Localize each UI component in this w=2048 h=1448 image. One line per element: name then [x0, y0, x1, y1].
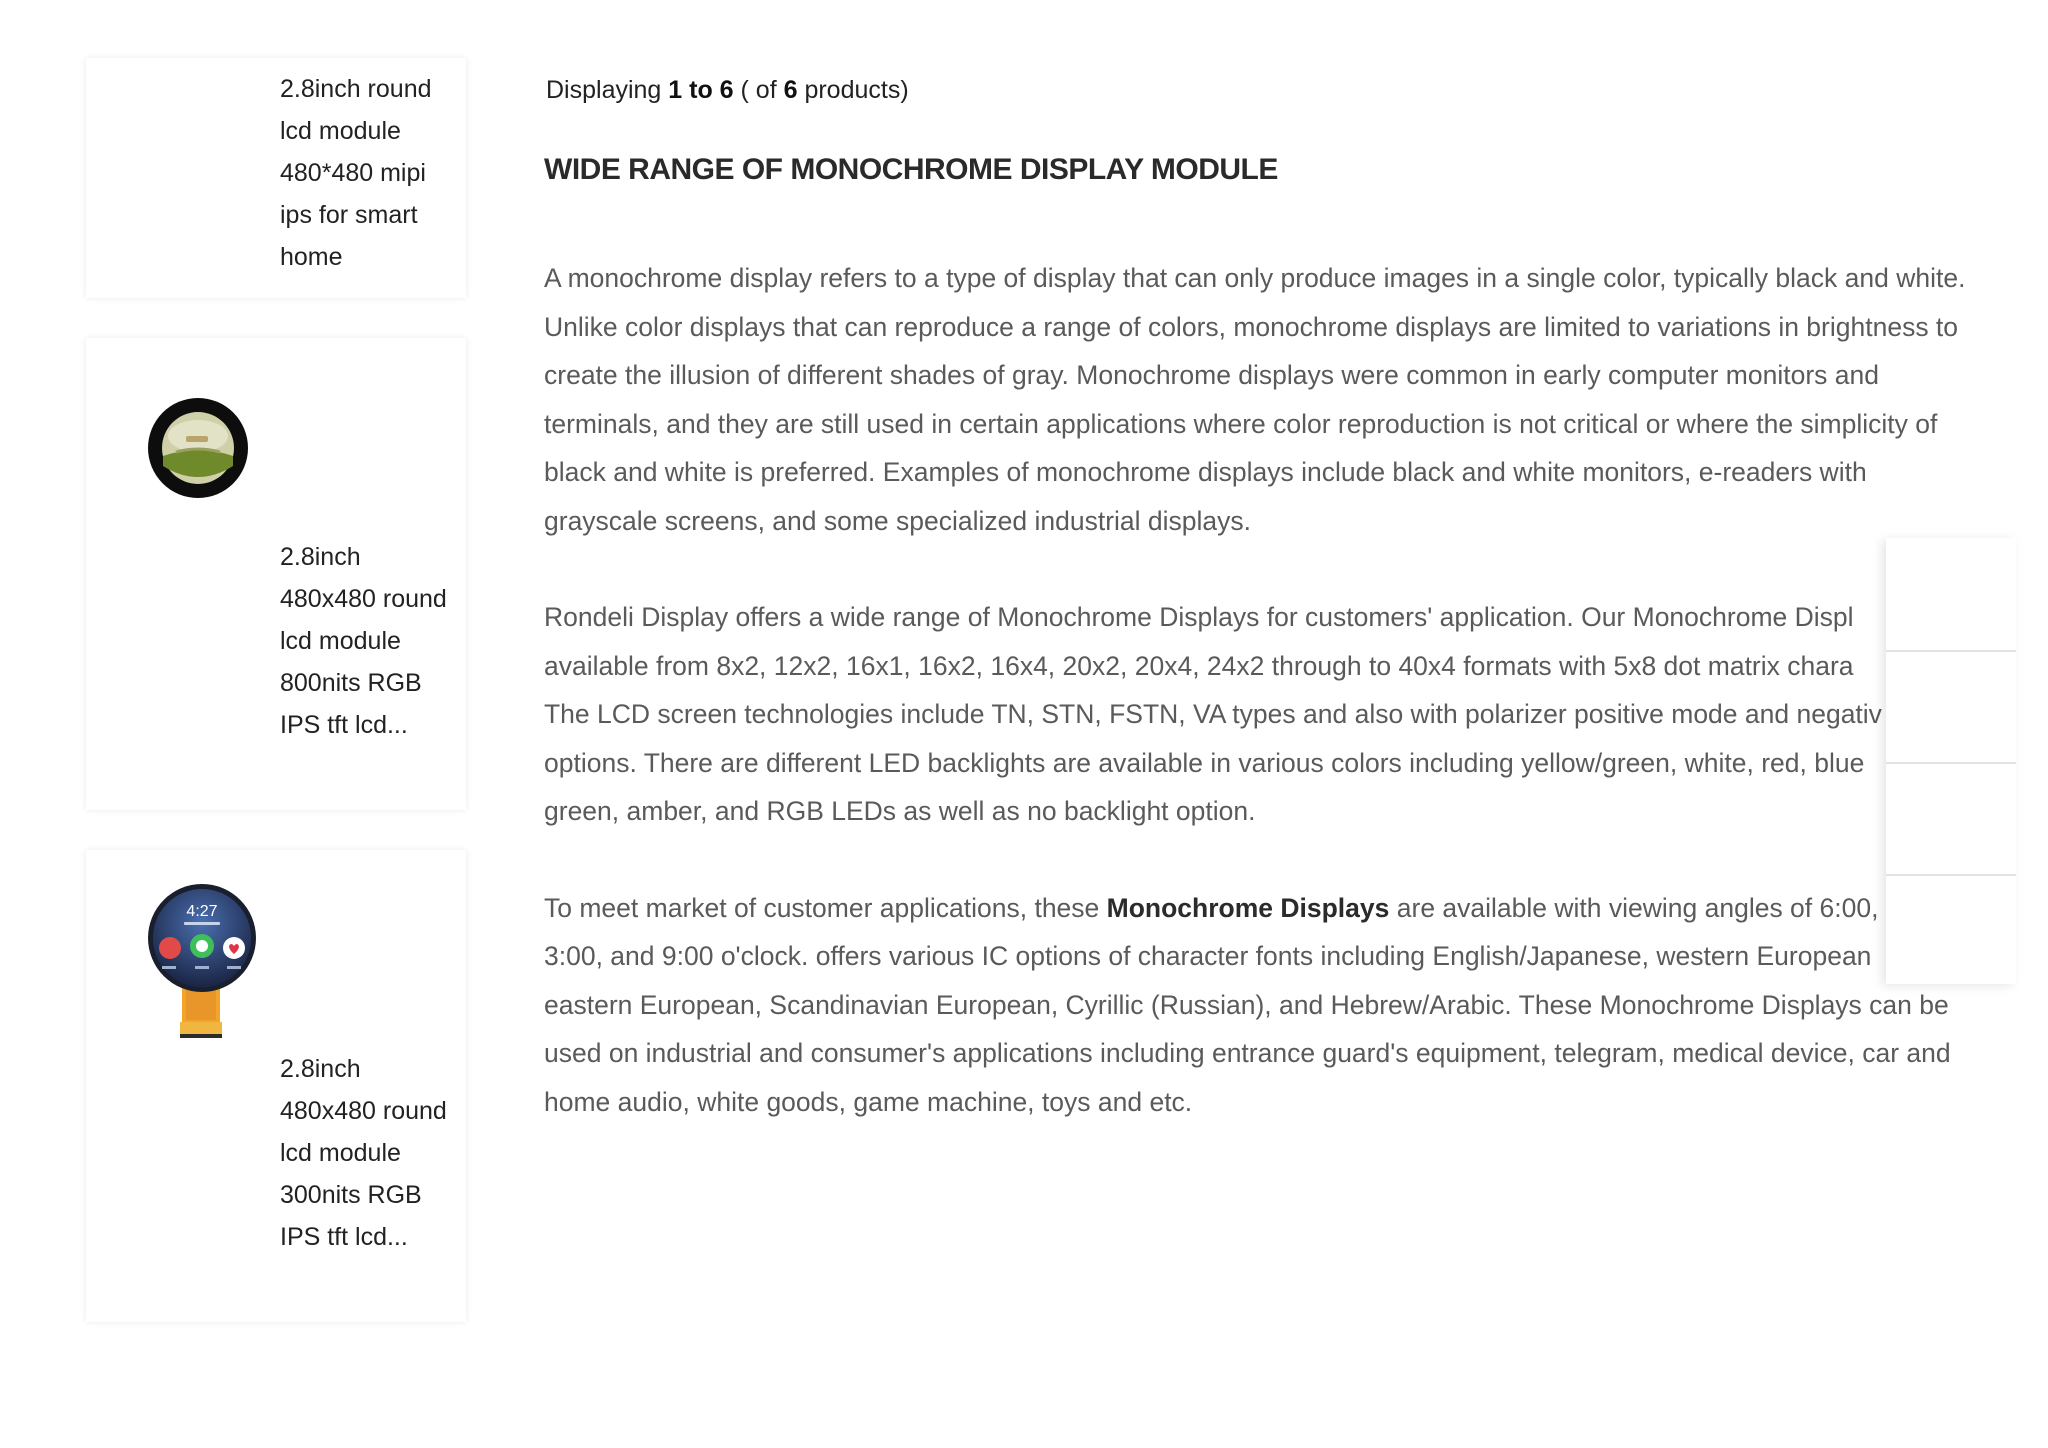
watch-time: 4:27 [186, 903, 218, 920]
product-card[interactable] [86, 58, 466, 298]
floating-panel-button[interactable] [1886, 650, 2016, 764]
floating-panel-button[interactable] [1886, 538, 2016, 652]
round-smartwatch-lcd-image[interactable] [146, 882, 258, 1042]
floating-panel-button[interactable] [1886, 874, 2016, 986]
floating-panel-button[interactable] [1886, 762, 2016, 876]
results-range: 1 to 6 [668, 76, 734, 104]
bold-keyword: Monochrome Displays [1106, 892, 1390, 923]
product-title[interactable]: 2.8inch round lcd module 480*480 mipi ips for smart home [280, 75, 432, 271]
product-card[interactable] [86, 338, 466, 810]
product-title[interactable]: 2.8inch 480x480 round lcd module 300nits RGB IPS tft lcd... [280, 1055, 447, 1251]
category-content [544, 72, 1974, 1126]
results-total: 6 [783, 76, 798, 104]
description-paragraph: To meet market of customer applications, these Monochrome Displays are available with viewing angles of 6:00, 3:00, and 9:00 o'clock. offers various IC options of character fonts including English/Japanese, western European eastern European, Scandinavian European, Cyrillic (Russian), and Hebrew/Arabic. These Monochrome Displays can be used on industrial and consumer's applications including entrance guard's equipment, telegram, medical device, car and home audio, white goods, game machine, toys and etc. [544, 892, 1951, 1117]
round-lcd-black-bezel-image[interactable] [146, 396, 250, 500]
results-count: Displaying 1 to 6 ( of 6 products) [546, 76, 909, 104]
description-paragraph: Rondeli Display offers a wide range of Monochrome Displays for customers' application. Our Monochrome Displ available from 8x2, 12x2, 16x1, 16x2, 16x4, 20x2, 20x4, 24x2 through to 40x4 formats with 5x8 dot matrix chara The LCD screen technologies include TN, STN, FSTN, VA types and also with polarizer positive mode and negativ options. There are different LED backlights are available in various colors including yellow/green, white, red, blue green, amber, and RGB LEDs as well as no backlight option. [544, 602, 1882, 826]
product-card[interactable] [86, 850, 466, 1322]
description-paragraph: A monochrome display refers to a type of display that can only produce images in a single color, typically black and white. Unlike color displays that can reproduce a range of colors, monochrome displays are limited to variations in brightness to create the illusion of different shades of gray. Monochrome displays were common in early computer monitors and terminals, and they are still used in certain applications where color reproduction is not critical or where the simplicity of black and white is preferred. Examples of monochrome displays include black and white monitors, e-readers with grayscale screens, and some specialized industrial displays. [544, 263, 1966, 536]
floating-contact-panel [1886, 538, 2016, 984]
page-heading: WIDE RANGE OF MONOCHROME DISPLAY MODULE [544, 153, 1278, 186]
product-title[interactable]: 2.8inch 480x480 round lcd module 800nits RGB IPS tft lcd... [280, 543, 447, 739]
